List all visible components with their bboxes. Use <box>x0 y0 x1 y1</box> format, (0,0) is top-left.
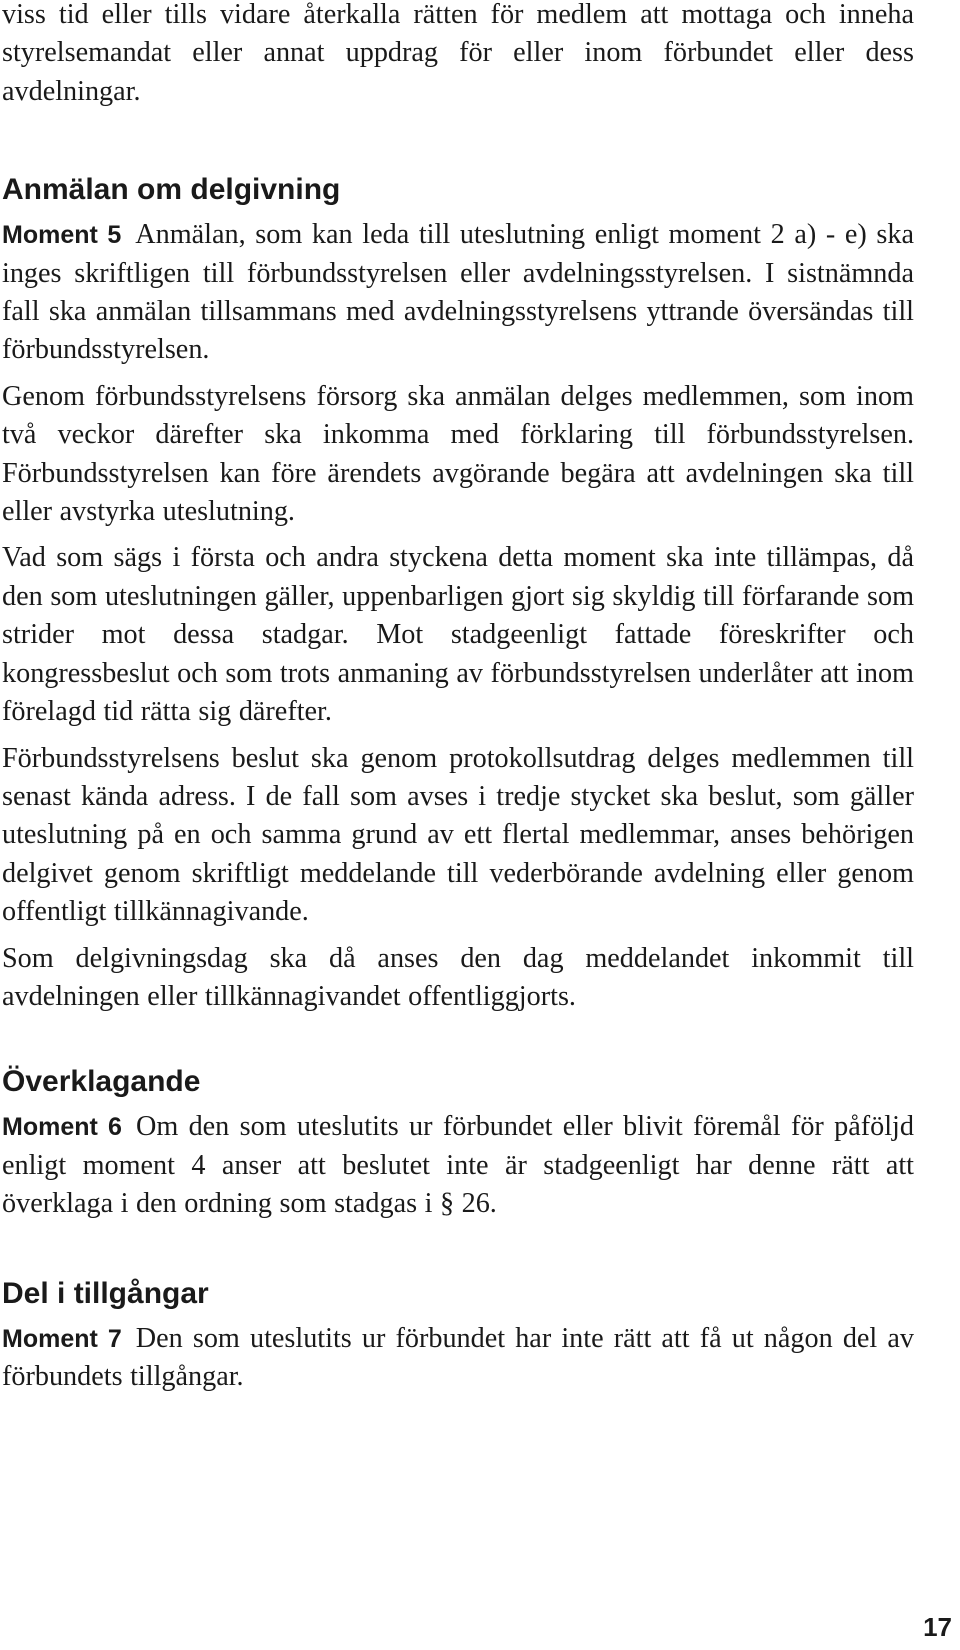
moment-7-text: Den som uteslutits ur förbundet har inte rätt att få ut någon del av förbundets tillgångar. <box>2 1322 914 1392</box>
section-heading-overklagande: Överklagande <box>2 1065 201 1099</box>
moment-6-paragraph <box>2 1108 914 1223</box>
intro-paragraph: viss tid eller tills vidare återkalla rätten för medlem att mottaga och inneha styrelsemandat eller annat uppdrag för eller inom förbundet eller dess avdelningar. <box>2 0 914 107</box>
page-number: 17 <box>923 1612 952 1642</box>
section-heading-delgivning: Anmälan om delgivning <box>2 173 341 207</box>
delgivning-paragraph-5: Som delgivningsdag ska då anses den dag meddelandet inkommit till avdelningen eller tillkännagivandet offentliggjorts. <box>2 942 914 1012</box>
delgivning-paragraph-2: Genom förbundsstyrelsens försorg ska anmälan delges medlemmen, som inom två veckor därefter ska inkomma med förklaring till förbundsstyrelsen. Förbundsstyrelsen kan före ärendets avgörande begära att avdelningen ska till eller avstyrka uteslutning. <box>2 380 914 528</box>
moment-5-paragraph <box>2 216 914 370</box>
delgivning-paragraph-4: Förbundsstyrelsens beslut ska genom protokollsutdrag delges medlemmen till senast kända adress. I de fall som avses i tredje stycket ska beslut, som gäller uteslutning på en och samma grund av ett flertal medlemmar, anses behörigen delgivet genom skriftligt meddelande till vederbörande avdelning eller genom offentligt tillkännagivande. <box>2 742 914 928</box>
section-heading-tillgangar: Del i tillgångar <box>2 1276 209 1310</box>
moment-6-label: Moment 6 <box>2 1113 122 1142</box>
moment-6-text: Om den som uteslutits ur förbundet eller blivit föremål för påföljd enligt moment 4 anser att beslutet inte är stadgeenligt har denne rätt att överklaga i den ordning som stadgas i § 26. <box>2 1111 914 1220</box>
moment-7-paragraph <box>2 1320 914 1397</box>
delgivning-paragraph-3: Vad som sägs i första och andra styckena detta moment ska inte tillämpas, då den som uteslutningen gäller, uppenbarligen gjort sig skyldig till förfarande som strider mot dessa stadgar. Mot stadgeenligt fattade föreskrifter och kongressbeslut och som trots anmaning av förbundsstyrelsen underlåter att inom förelagd tid rätta sig därefter. <box>2 542 914 728</box>
moment-7-label: Moment 7 <box>2 1324 122 1353</box>
moment-5-text: Anmälan, som kan leda till uteslutning enligt moment 2 a) - e) ska inges skriftligen till förbundsstyrelsen eller avdelningsstyrelsen. I sistnämnda fall ska anmälan tillsammans med avdelningsstyrelsens yttrande översändas till förbundsstyrelsen. <box>2 219 914 366</box>
document-page <box>2 0 914 1404</box>
moment-5-label: Moment 5 <box>2 221 122 250</box>
